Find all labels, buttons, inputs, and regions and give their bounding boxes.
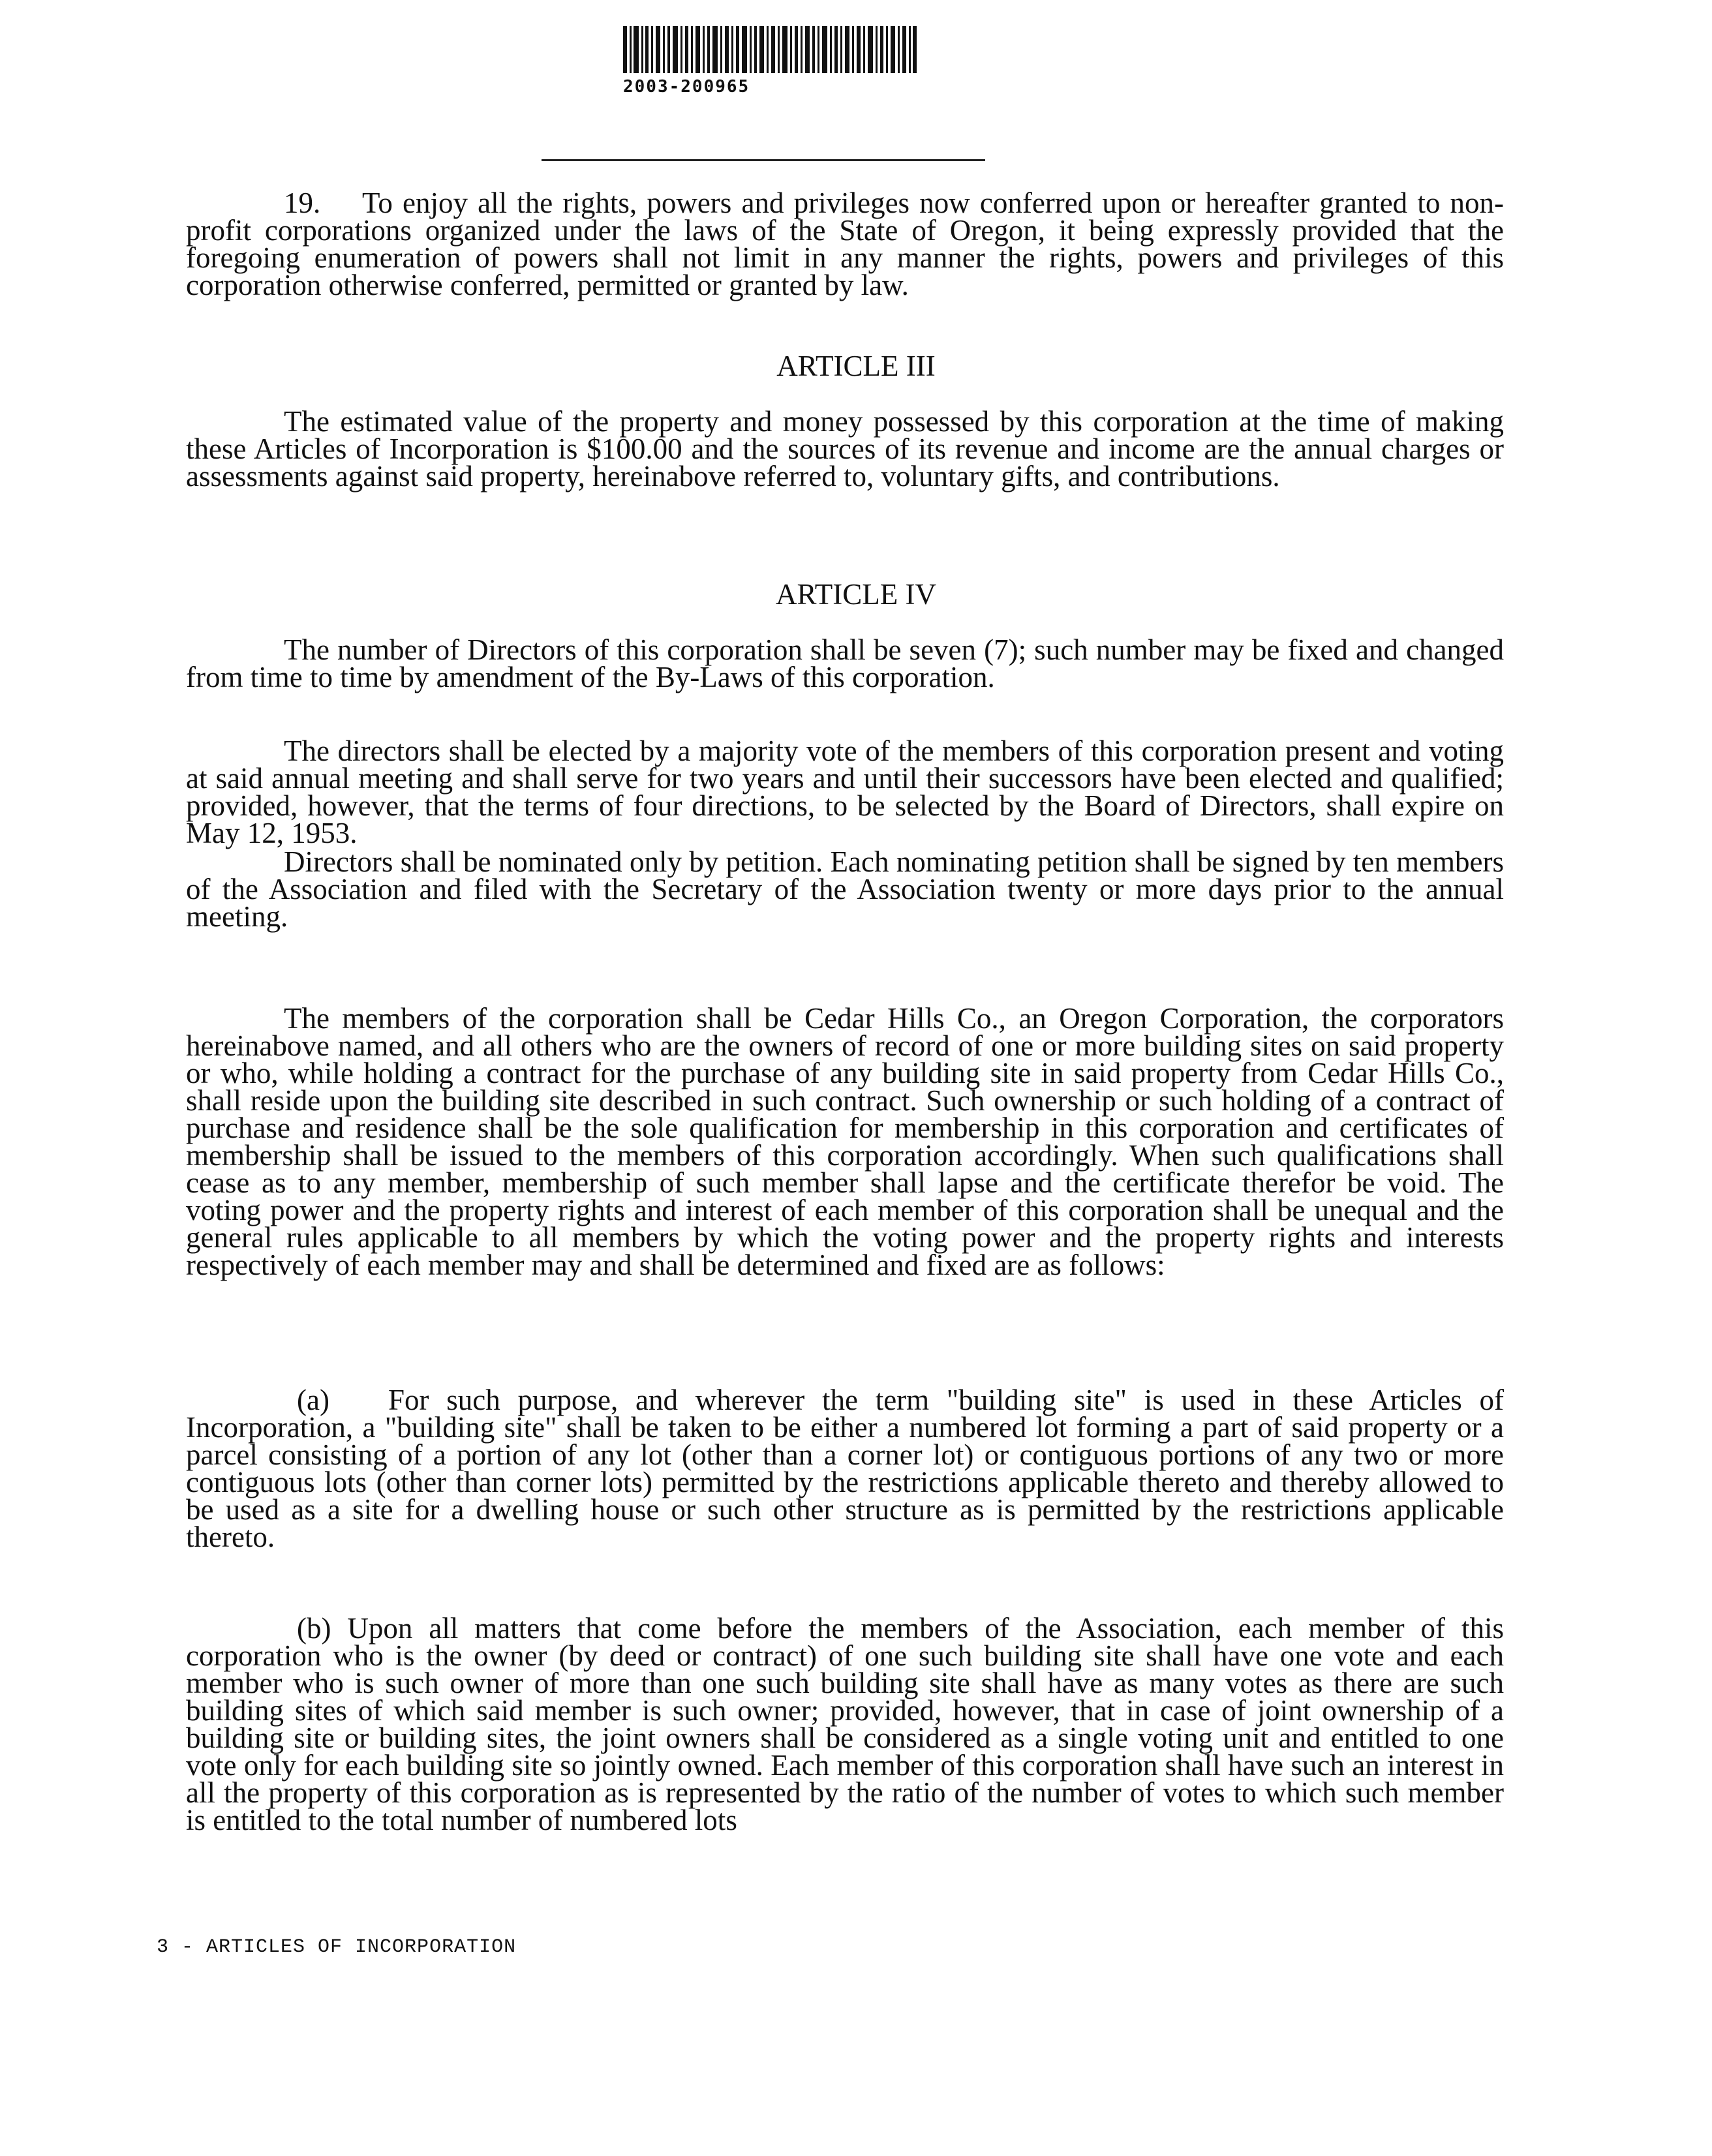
barcode-image <box>623 26 917 73</box>
article-4-paragraph-3: Directors shall be nominated only by petition. Each nominating petition shall be signed by ten members of the Association and filed with the Secretary of the Association twenty or more days prior to the annual meeting. <box>186 845 1504 933</box>
article-3-heading: ARTICLE III <box>776 350 936 382</box>
paragraph-19 <box>186 189 1504 299</box>
subsection-a-text: For such purpose, and wherever the term "building site" is used in these Articles of Incorporation, a "building site" shall be taken to be either a numbered lot forming a part of said property or a parcel consisting of a portion of any lot (other than a corner lot) or contiguous portions of any two or more contiguous lots (other than corner lots) permitted by the restrictions applicable thereto and thereby allowed to be used as a site for a dwelling house or such other structure as is permitted by the restrictions applicable thereto. <box>186 1384 1504 1553</box>
page-footer: 3 - ARTICLES OF INCORPORATION <box>157 1936 517 1958</box>
article-4-paragraph-4: The members of the corporation shall be Cedar Hills Co., an Oregon Corporation, the corporators hereinabove named, and all others who are the owners of record of one or more building sites on said property or who, while holding a contract for the purchase of any building site in said property from Cedar Hills Co., shall reside upon the building site described in such contract. Such ownership or such holding of a contract of purchase and residence shall be the sole qualification for membership in this corporation and certificates of membership shall be issued to the members of this corporation accordingly. When such qualifications shall cease as to any member, membership of such member shall lapse and the certificate therefor be void. The voting power and the property rights and interest of each member of this corporation shall be unequal and the general rules applicable to all members by which the voting power and the property rights and interests respectively of each member may and shall be determined and fixed are as follows: <box>186 1002 1504 1281</box>
barcode-number: 2003-200965 <box>623 77 750 97</box>
subsection-a-label: (a) <box>297 1384 329 1416</box>
article-4-heading: ARTICLE IV <box>775 578 936 611</box>
subsection-a <box>186 1386 1504 1551</box>
paragraph-number: 19. <box>284 187 321 219</box>
article-4-paragraph-2: The directors shall be elected by a majority vote of the members of this corporation present and voting at said annual meeting and shall serve for two years and until their successors have been elected and qualified; provided, however, that the terms of four directions, to be selected by the Board of Directors, shall expire on May 12, 1953. <box>186 735 1504 849</box>
paragraph-19-text: To enjoy all the rights, powers and privileges now conferred upon or hereafter granted to non-profit corporations organized under the laws of the State of Oregon, it being expressly provided that the foregoing enumeration of powers shall not limit in any manner the rights, powers and privileges of this corporation otherwise conferred, permitted or granted by law. <box>186 187 1504 301</box>
subsection-b: (b) Upon all matters that come before the members of the Association, each member of this corporation who is the owner (by deed or contract) of one such building site shall have one vote and each member who is such owner of more than one such building site shall have as many votes as there are such building sites of which said member is such owner; provided, however, that in case of joint ownership of a building site or building sites, the joint owners shall be considered as a single voting unit and entitled to one vote only for each building site so jointly owned. Each member of this corporation shall have such an interest in all the property of this corporation as is represented by the ratio of the number of votes to which such member is entitled to the total number of numbered lots <box>186 1612 1504 1836</box>
article-3-text: The estimated value of the property and money possessed by this corporation at the time of making these Articles of Incorporation is $100.00 and the sources of its revenue and income are the annual charges or assessments against said property, hereinabove referred to, voluntary gifts, and contributions. <box>186 405 1504 493</box>
article-4-paragraph-1: The number of Directors of this corporation shall be seven (7); such number may be fixed and changed from time to time by amendment of the By-Laws of this corporation. <box>186 633 1504 693</box>
divider-line <box>542 159 985 161</box>
